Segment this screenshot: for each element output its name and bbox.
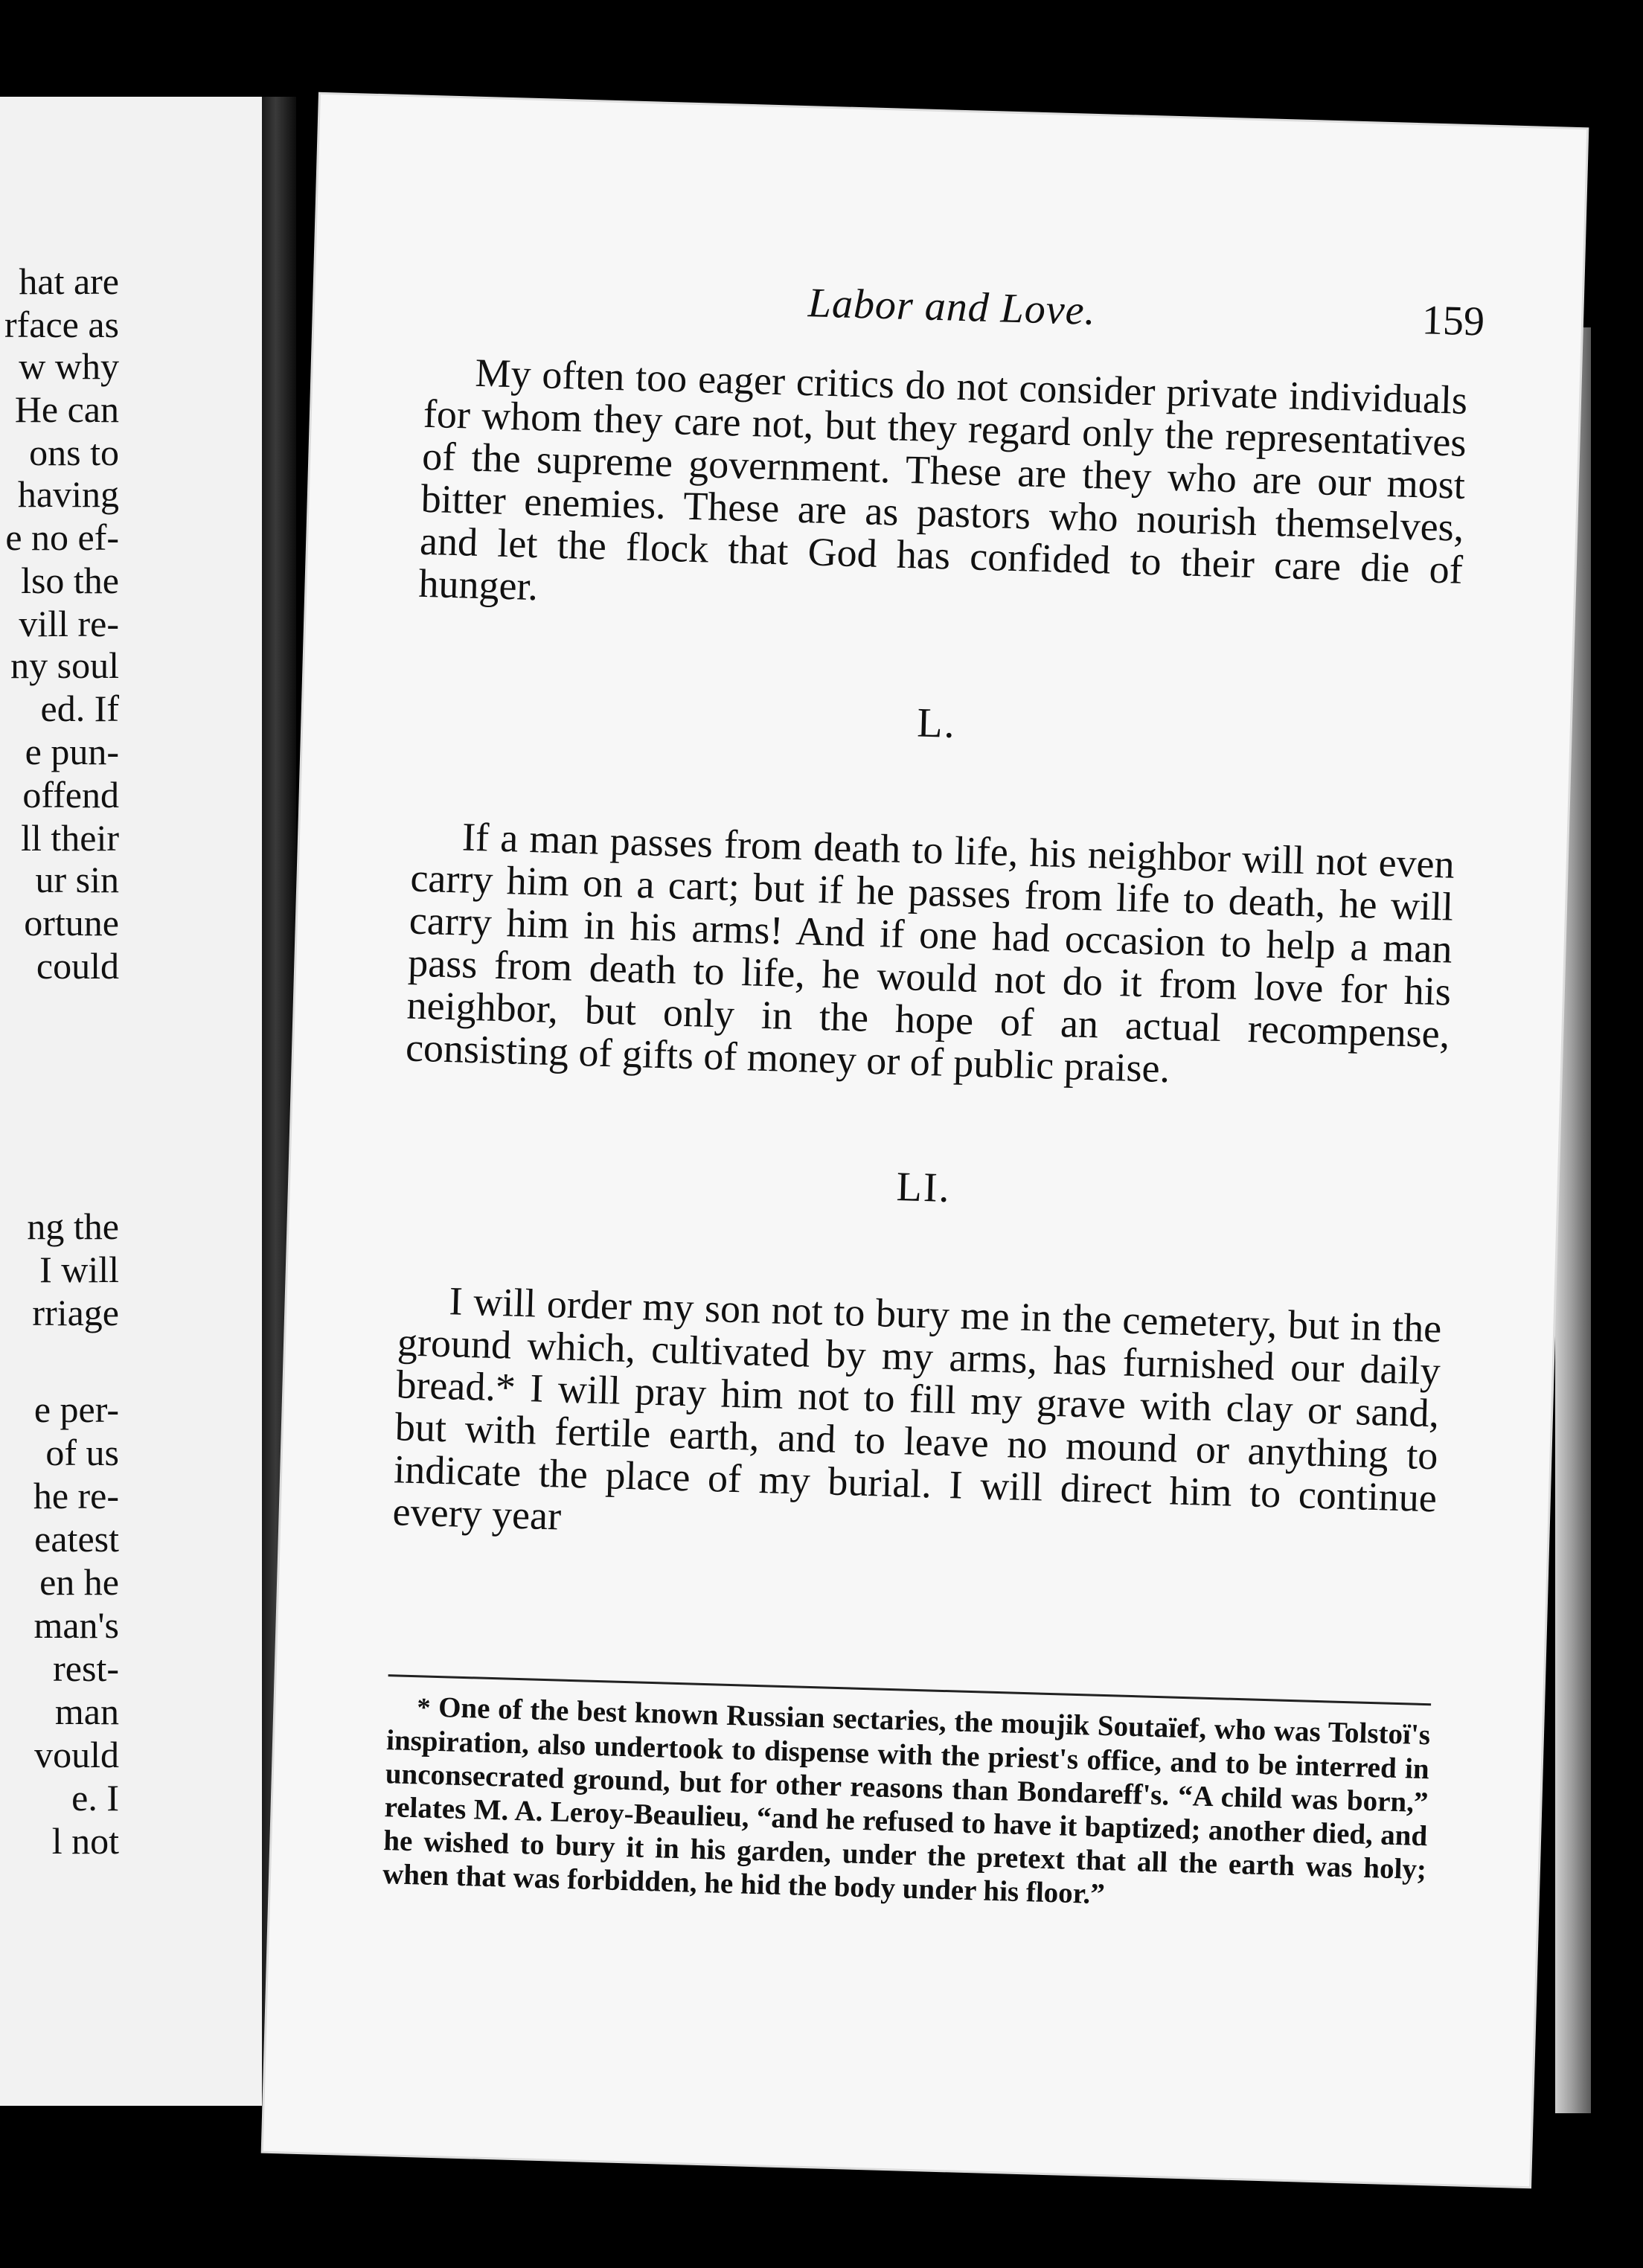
left-page-line-fragment: ortune xyxy=(24,902,119,944)
left-page-line-fragment: eatest xyxy=(34,1518,119,1560)
left-page-line-fragment: rface as xyxy=(4,304,119,345)
left-page-line-fragment: ons to xyxy=(29,432,119,473)
left-page-line-fragment: e pun- xyxy=(25,731,119,772)
left-page-line-fragment: ng the xyxy=(27,1205,119,1247)
left-page-line-fragment: en he xyxy=(39,1561,119,1603)
left-page-line-fragment: I will xyxy=(39,1249,119,1290)
left-page-line-fragment: offend xyxy=(22,774,119,816)
left-page-line-fragment: man xyxy=(54,1691,119,1732)
left-page-line-fragment: having xyxy=(17,473,119,515)
left-page-line-fragment: rriage xyxy=(32,1292,119,1333)
left-page-line-fragment: of us xyxy=(45,1432,119,1473)
left-page-line-fragment: man's xyxy=(33,1604,119,1646)
footnote-mark: * xyxy=(416,1692,432,1723)
left-page-line-fragment: l not xyxy=(51,1820,119,1862)
facing-left-page xyxy=(0,97,265,2106)
left-page-line-fragment: ur sin xyxy=(35,859,119,900)
book-page-159 xyxy=(263,94,1587,2186)
left-page-line-fragment: vould xyxy=(34,1734,119,1775)
left-page-line-fragment: could xyxy=(36,945,119,987)
running-title: Labor and Love. xyxy=(807,280,1097,334)
paragraph-burial: I will order my son not to bury me in the cemetery, but in the ground which, cultivated by my arms, has furnished our daily bread.* I will pray him not to fill my grave with clay or sand, but with fertile earth, and to leave no mound or anything to indicate the place of my burial. I will direct him to continue every year xyxy=(391,1278,1443,1539)
body-text xyxy=(392,350,1468,1563)
left-page-line-fragment: e per- xyxy=(33,1388,119,1430)
paragraph-critics: My often too eager critics do not consider private individuals for whom they care not, but they regard only the representatives of the supreme government. These are they who are our most bitter enemies. These are as pastors who nourish themselves, and let the flock that God has confided to their care die of hunger. xyxy=(417,350,1468,609)
footnote xyxy=(382,1689,1431,1920)
page-number: 159 xyxy=(1421,297,1485,345)
left-page-line-fragment: ed. If xyxy=(40,688,119,729)
left-page-line-fragment: lso the xyxy=(21,560,119,601)
left-page-line-fragment: w why xyxy=(19,345,119,387)
section-heading-LI: LI. xyxy=(895,1163,952,1211)
left-page-line-fragment: ny soul xyxy=(10,644,119,686)
left-page-line-fragment: e no ef- xyxy=(5,516,119,558)
paragraph-death-to-life: If a man passes from death to life, his neighbor will not even carry him on a cart; but if he passes from life to death, he will carry him in his arms! And if one had occasion to help a man pass from death to life, he would not do it from love for his neighbor, but only in the hope of an actual recompense, consisting of gifts of money or of public praise. xyxy=(405,814,1455,1092)
left-page-line-fragment: He can xyxy=(14,388,119,430)
left-page-line-fragment: e. I xyxy=(71,1777,119,1819)
running-head xyxy=(403,268,1500,358)
left-page-line-fragment: hat are xyxy=(19,260,119,302)
left-page-line-fragment: rest- xyxy=(53,1647,119,1689)
left-page-line-fragment: ll their xyxy=(21,817,119,859)
footnote-text: One of the best known Russian sectaries, the moujik Soutaïef, who was Tolstoï's inspiration, also undertook to dispense with the priest's office, and to be interred in unconsecrated ground, but for other reasons than Bondareff's. “A child was born,” relates M. A. Leroy-Beaulieu, “and he refused to have it baptized; another died, and he wished to bury it in his garden, under the pretext that all the earth was holy; when that was forbidden, he hid the body under his floor.” xyxy=(382,1691,1431,1911)
left-page-line-fragment: he re- xyxy=(33,1475,119,1516)
left-page-line-fragment: vill re- xyxy=(19,603,119,644)
section-heading-L: L. xyxy=(916,699,957,747)
